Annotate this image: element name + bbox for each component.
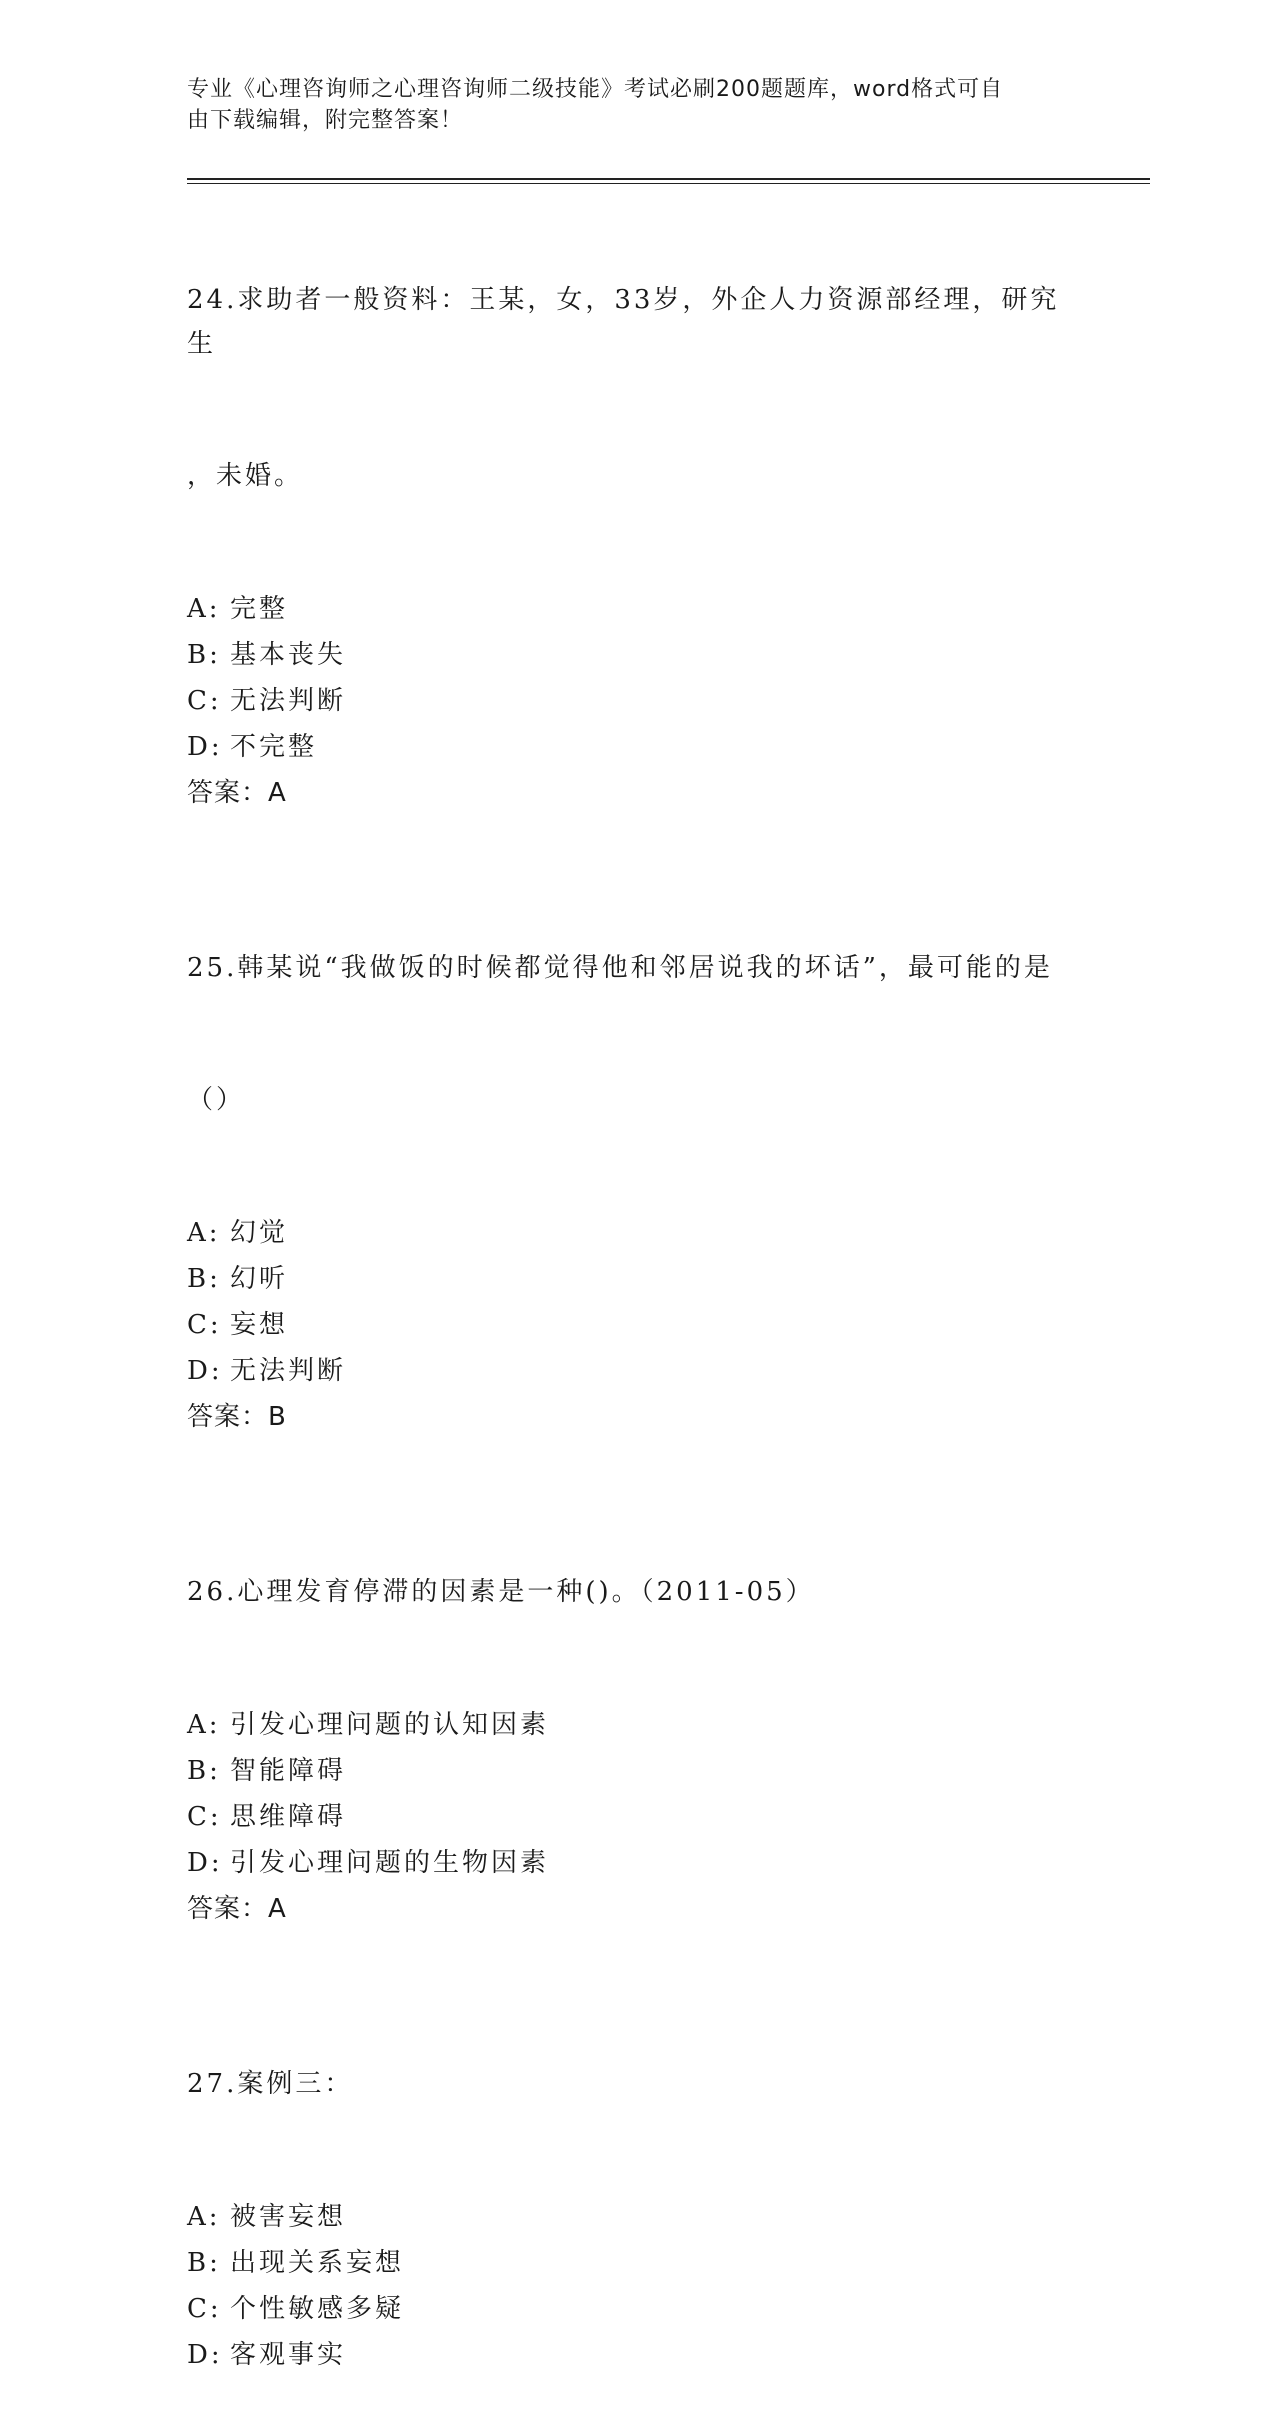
question-24 [187,190,1087,816]
option-letter: A: [187,2202,221,2232]
option-letter: D: [187,2340,223,2370]
question-stem-line: （） [187,1085,246,1115]
option-letter: C: [187,2294,222,2324]
option-text: 幻觉 [230,1218,289,1248]
option-b [187,632,1087,678]
option-text: 无法判断 [230,1356,347,1386]
option-letter: B: [187,1264,221,1294]
option-d [187,1348,1087,1394]
option-text: 智能障碍 [230,1756,347,1786]
header-line-2: 由下载编辑，附完整答案！ [187,108,464,133]
option-a [187,586,1087,632]
option-d [187,1840,1087,1886]
header-divider-thick [187,178,1150,180]
option-letter: A: [187,1218,221,1248]
question-stem-line: ，未婚。 [187,461,304,491]
question-stem-line: 27.案例三： [187,2069,354,2099]
question-stem [187,1482,1087,1702]
option-letter: A: [187,594,221,624]
header-line-1: 专业《心理咨询师之心理咨询师二级技能》考试必刷200题题库，word格式可自 [187,77,1004,102]
question-stem-line: 26.心理发育停滞的因素是一种()。（2011-05） [187,1577,815,1607]
option-letter: C: [187,686,222,716]
option-letter: B: [187,640,221,670]
option-text: 出现关系妄想 [230,2248,405,2278]
option-text: 幻听 [230,1264,289,1294]
option-c [187,1302,1087,1348]
question-stem-line: 25.韩某说“我做饭的时候都觉得他和邻居说我的坏话”，最可能的是 [187,953,1053,983]
option-text: 妄想 [230,1310,289,1340]
option-a [187,2194,1087,2240]
option-d [187,724,1087,770]
answer-line: 答案：A [187,1894,287,1924]
option-letter: B: [187,2248,221,2278]
question-stem-line: 24.求助者一般资料：王某，女，33岁，外企人力资源部经理，研究生 [187,285,1060,359]
question-stem [187,1974,1087,2194]
answer-line: 答案：B [187,1402,287,1432]
option-a [187,1702,1087,1748]
option-letter: D: [187,1848,223,1878]
question-stem [187,858,1087,1210]
option-text: 不完整 [230,732,318,762]
question-25 [187,858,1087,1440]
option-letter: A: [187,1710,221,1740]
option-a [187,1210,1087,1256]
option-letter: D: [187,732,223,762]
header-divider-thin [187,183,1150,184]
option-c [187,1794,1087,1840]
option-letter: C: [187,1310,222,1340]
question-27 [187,1974,1087,2378]
option-text: 个性敏感多疑 [230,2294,405,2324]
option-b [187,2240,1087,2286]
option-c [187,2286,1087,2332]
answer-line: 答案：A [187,778,287,808]
question-stem [187,190,1087,586]
option-text: 无法判断 [230,686,347,716]
option-text: 引发心理问题的认知因素 [230,1710,550,1740]
question-list [187,190,1087,2420]
option-b [187,1256,1087,1302]
option-text: 被害妄想 [230,2202,347,2232]
option-letter: C: [187,1802,222,1832]
document-header [187,74,1087,136]
option-text: 引发心理问题的生物因素 [230,1848,550,1878]
question-26 [187,1482,1087,1932]
option-letter: D: [187,1356,223,1386]
option-text: 基本丧失 [230,640,347,670]
option-text: 客观事实 [230,2340,347,2370]
option-text: 思维障碍 [230,1802,347,1832]
option-d [187,2332,1087,2378]
option-letter: B: [187,1756,221,1786]
option-c [187,678,1087,724]
option-text: 完整 [230,594,289,624]
option-b [187,1748,1087,1794]
